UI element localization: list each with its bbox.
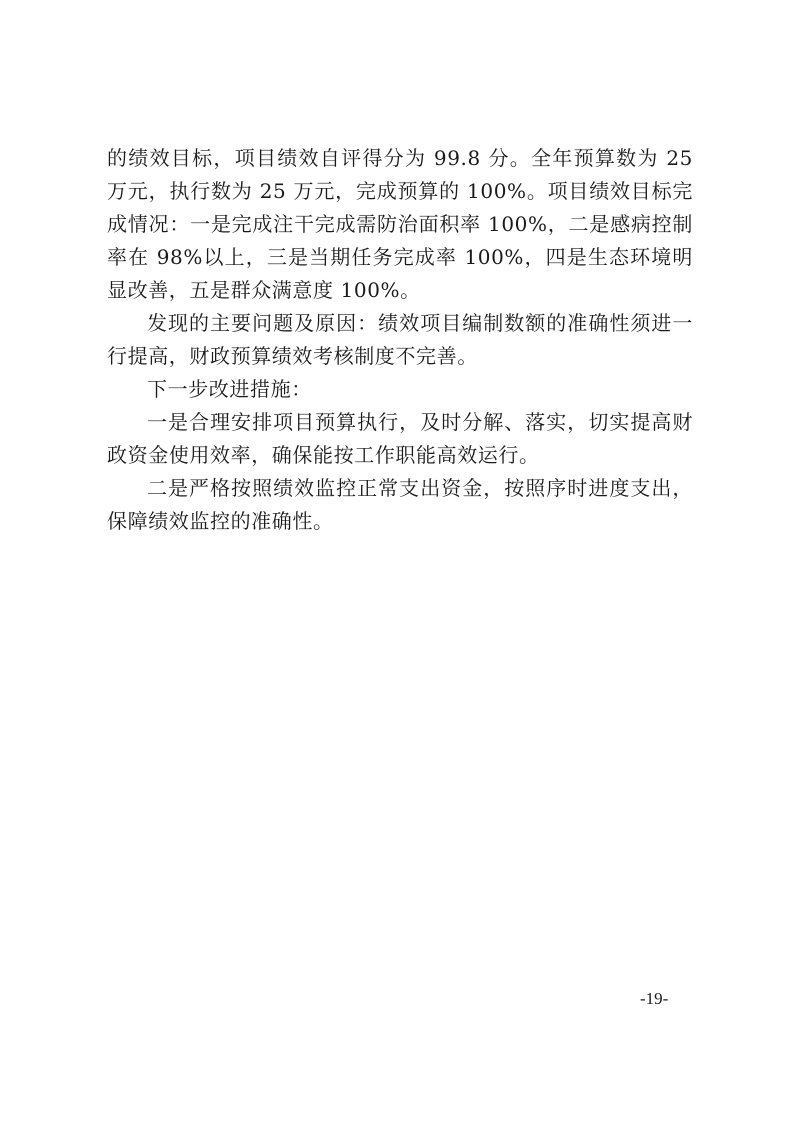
paragraph-problems: 发现的主要问题及原因：绩效项目编制数额的准确性须进一行提高，财政预算绩效考核制度不完善。 [107,311,693,368]
paragraph-continuation: 的绩效目标，项目绩效自评得分为 99.8 分。全年预算数为 25 万元，执行数为 25 万元，完成预算的 100%。项目绩效目标完成情况：一是完成注干完成需防治面积率 100%，二是感病控制率在 98%以上，三是当期任务完成率 100%，四是生态环境明显改善，五是群众满意度 100%。 [107,146,693,302]
paragraph-measure-two: 二是严格按照绩效监控正常支出资金，按照序时进度支出，保障绩效监控的准确性。 [107,476,693,533]
body-text [107,142,693,538]
paragraph-measure-one: 一是合理安排项目预算执行，及时分解、落实，切实提高财政资金使用效率，确保能按工作职能高效运行。 [107,410,693,467]
paragraph-next-steps-heading: 下一步改进措施： [147,377,312,401]
page-number: -19- [640,989,669,1008]
